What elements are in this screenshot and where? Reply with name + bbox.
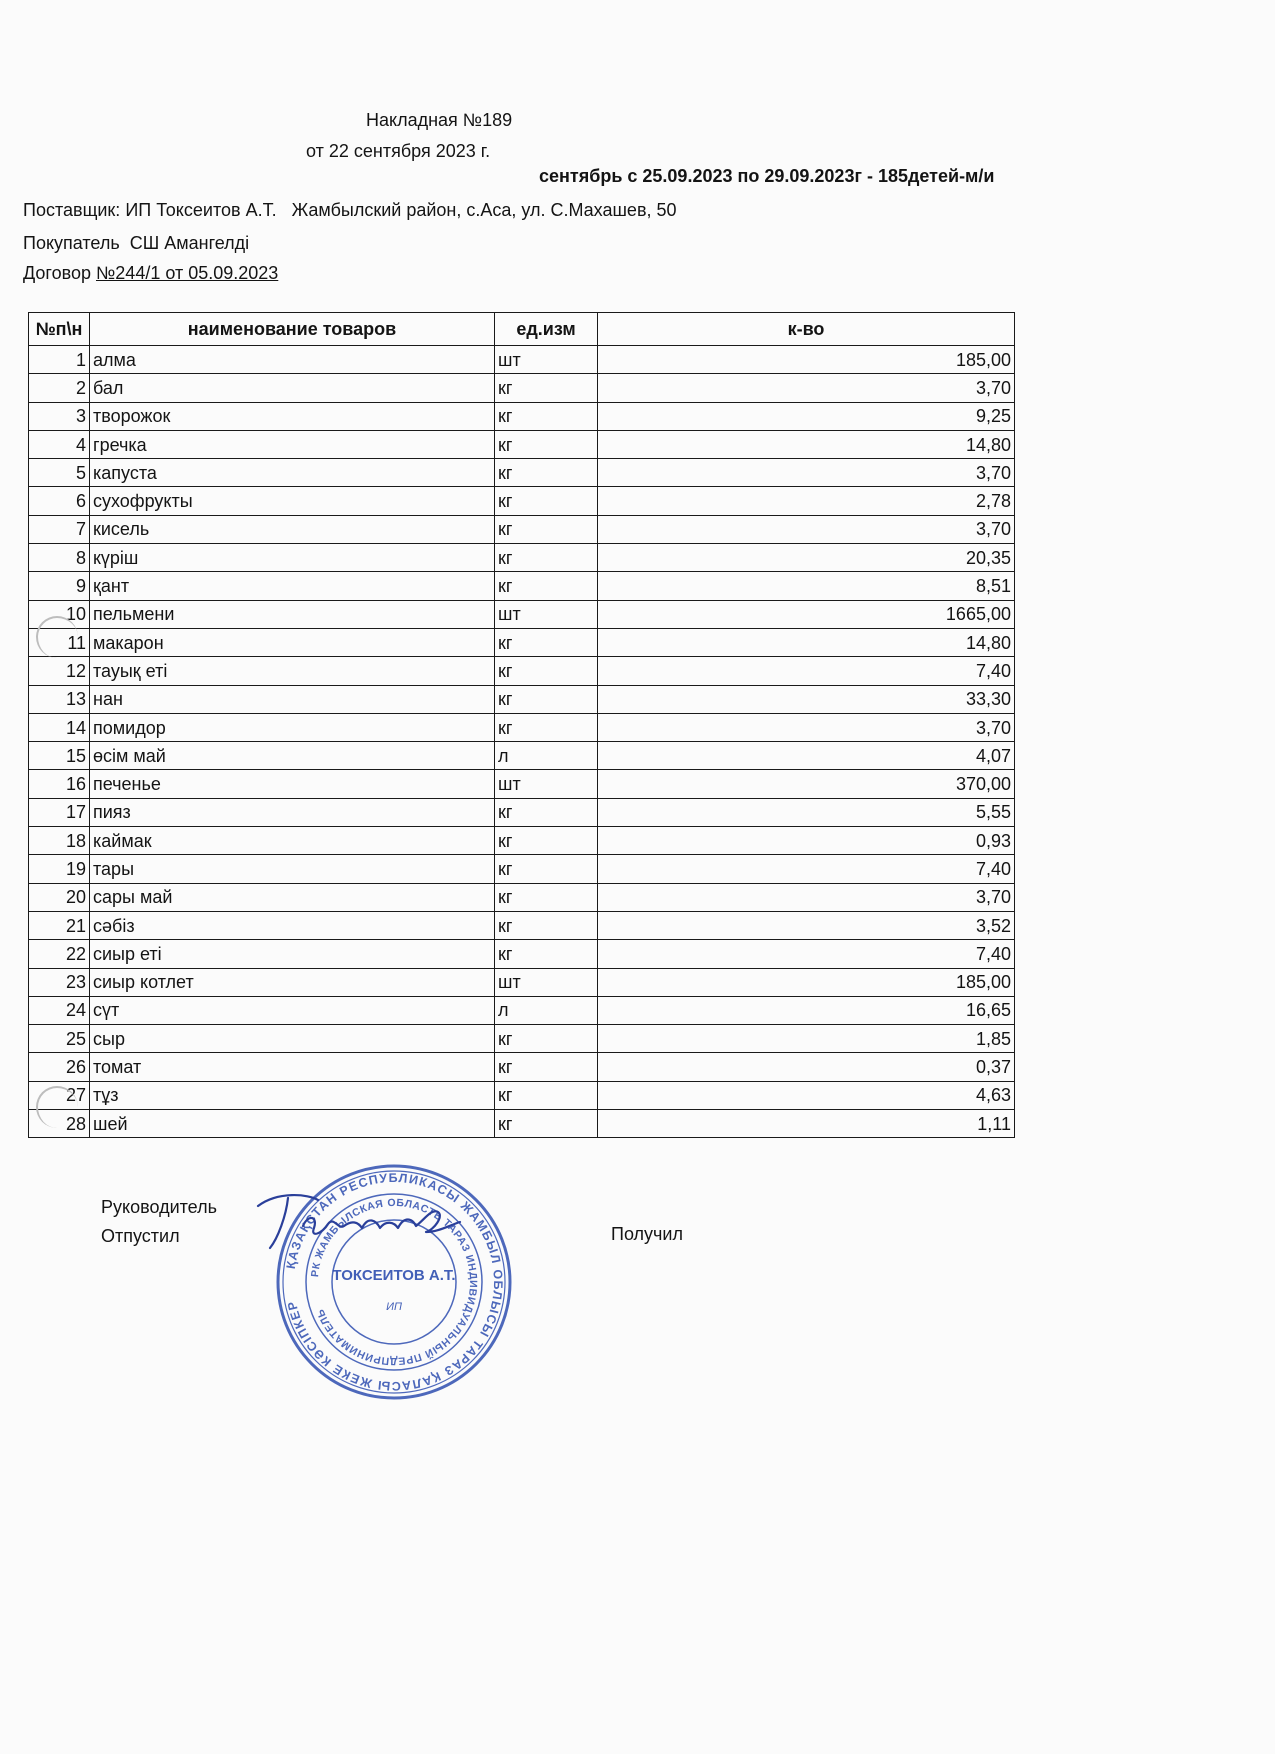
row-number: 26 <box>29 1053 90 1081</box>
item-name: қант <box>90 572 495 600</box>
item-name: тауық еті <box>90 657 495 685</box>
item-unit: кг <box>495 515 598 543</box>
item-name: нан <box>90 685 495 713</box>
row-number: 18 <box>29 827 90 855</box>
item-unit: кг <box>495 713 598 741</box>
item-name: сухофрукты <box>90 487 495 515</box>
table-row <box>29 1053 1015 1081</box>
table-row <box>29 402 1015 430</box>
item-quantity: 16,65 <box>598 996 1015 1024</box>
item-name: сары май <box>90 883 495 911</box>
invoice-period: сентябрь с 25.09.2023 по 29.09.2023г - 185детей-м/и <box>539 166 995 186</box>
row-number: 12 <box>29 657 90 685</box>
table-row <box>29 685 1015 713</box>
punch-hole-mark <box>36 616 78 658</box>
head-signature-label: Руководитель <box>101 1197 217 1217</box>
item-name: күріш <box>90 544 495 572</box>
item-name: пельмени <box>90 600 495 628</box>
item-quantity: 185,00 <box>598 968 1015 996</box>
item-name: капуста <box>90 459 495 487</box>
item-name: өсім май <box>90 742 495 770</box>
item-unit: кг <box>495 1110 598 1138</box>
item-unit: кг <box>495 1025 598 1053</box>
col-header-unit: ед.изм <box>495 313 598 346</box>
item-name: сиыр еті <box>90 940 495 968</box>
contract-line <box>23 263 278 284</box>
table-row <box>29 713 1015 741</box>
row-number: 23 <box>29 968 90 996</box>
supplier-value: ИП Токсеитов А.Т. Жамбылский район, с.Аса, ул. С.Махашев, 50 <box>125 200 677 220</box>
item-quantity: 1,85 <box>598 1025 1015 1053</box>
item-name: пияз <box>90 798 495 826</box>
item-quantity: 4,63 <box>598 1081 1015 1109</box>
item-quantity: 2,78 <box>598 487 1015 515</box>
item-unit: шт <box>495 968 598 996</box>
table-row <box>29 770 1015 798</box>
item-unit: кг <box>495 430 598 458</box>
item-unit: кг <box>495 628 598 656</box>
row-number: 11 <box>29 628 90 656</box>
stamp-type: ИП <box>386 1301 402 1313</box>
table-row <box>29 742 1015 770</box>
stamp-inner-text: РК ЖАМБЫЛСКАЯ ОБЛАСТЬ ТАРАЗ ИНДИВИДУАЛЬНЫЙ ПРЕДПРИНИМАТЕЛЬ <box>309 1196 480 1368</box>
item-name: сәбіз <box>90 911 495 939</box>
item-unit: шт <box>495 346 598 374</box>
supplier-label: Поставщик: <box>23 200 121 220</box>
buyer-value: СШ Амангелді <box>129 233 250 253</box>
item-unit: шт <box>495 770 598 798</box>
row-number: 16 <box>29 770 90 798</box>
item-quantity: 0,37 <box>598 1053 1015 1081</box>
table-row <box>29 515 1015 543</box>
row-number: 20 <box>29 883 90 911</box>
contract-label: Договор <box>23 263 91 283</box>
row-number: 28 <box>29 1110 90 1138</box>
table-row <box>29 1081 1015 1109</box>
table-row <box>29 883 1015 911</box>
row-number: 7 <box>29 515 90 543</box>
item-unit: шт <box>495 600 598 628</box>
col-header-qty: к-во <box>598 313 1015 346</box>
item-unit: кг <box>495 572 598 600</box>
supplier-line <box>23 200 677 221</box>
item-name: макарон <box>90 628 495 656</box>
table-row <box>29 374 1015 402</box>
buyer-label: Покупатель <box>23 233 120 253</box>
row-number: 25 <box>29 1025 90 1053</box>
item-name: печенье <box>90 770 495 798</box>
table-row <box>29 996 1015 1024</box>
item-name: сыр <box>90 1025 495 1053</box>
item-unit: кг <box>495 911 598 939</box>
item-quantity: 7,40 <box>598 657 1015 685</box>
table-row <box>29 798 1015 826</box>
table-row <box>29 855 1015 883</box>
item-quantity: 0,93 <box>598 827 1015 855</box>
item-name: сүт <box>90 996 495 1024</box>
row-number: 17 <box>29 798 90 826</box>
item-unit: кг <box>495 940 598 968</box>
item-quantity: 3,70 <box>598 459 1015 487</box>
item-unit: л <box>495 996 598 1024</box>
item-quantity: 370,00 <box>598 770 1015 798</box>
item-quantity: 14,80 <box>598 628 1015 656</box>
row-number: 24 <box>29 996 90 1024</box>
table-row <box>29 459 1015 487</box>
item-unit: кг <box>495 459 598 487</box>
item-unit: кг <box>495 827 598 855</box>
item-quantity: 3,70 <box>598 374 1015 402</box>
received-signature-label: Получил <box>611 1224 683 1244</box>
item-name: тары <box>90 855 495 883</box>
stamp-name: ТОКСЕИТОВ А.Т. <box>332 1267 456 1284</box>
item-name: томат <box>90 1053 495 1081</box>
row-number: 22 <box>29 940 90 968</box>
item-name: творожок <box>90 402 495 430</box>
item-name: кисель <box>90 515 495 543</box>
row-number: 10 <box>29 600 90 628</box>
item-quantity: 7,40 <box>598 940 1015 968</box>
item-unit: кг <box>495 544 598 572</box>
item-quantity: 1,11 <box>598 1110 1015 1138</box>
table-row <box>29 628 1015 656</box>
row-number: 14 <box>29 713 90 741</box>
item-unit: кг <box>495 685 598 713</box>
row-number: 8 <box>29 544 90 572</box>
row-number: 4 <box>29 430 90 458</box>
item-unit: кг <box>495 798 598 826</box>
item-name: тұз <box>90 1081 495 1109</box>
item-quantity: 3,70 <box>598 515 1015 543</box>
item-unit: л <box>495 742 598 770</box>
col-header-number: №п\н <box>29 313 90 346</box>
item-unit: кг <box>495 374 598 402</box>
item-quantity: 185,00 <box>598 346 1015 374</box>
released-signature-label: Отпустил <box>101 1226 180 1246</box>
item-quantity: 7,40 <box>598 855 1015 883</box>
item-quantity: 1665,00 <box>598 600 1015 628</box>
item-unit: кг <box>495 1081 598 1109</box>
table-row <box>29 827 1015 855</box>
item-name: сиыр котлет <box>90 968 495 996</box>
table-row <box>29 430 1015 458</box>
row-number: 5 <box>29 459 90 487</box>
row-number: 15 <box>29 742 90 770</box>
item-name: гречка <box>90 430 495 458</box>
table-header-row <box>29 313 1015 346</box>
goods-table <box>28 312 1015 1138</box>
item-name: бал <box>90 374 495 402</box>
stamp-outer-text: ҚАЗАҚСТАН РЕСПУБЛИКАСЫ ЖАМБЫЛ ОБЛЫСЫ ТАРАЗ ҚАЛАСЫ ЖЕКЕ КӘСІПКЕР <box>283 1170 506 1394</box>
table-row <box>29 487 1015 515</box>
table-row <box>29 572 1015 600</box>
row-number: 9 <box>29 572 90 600</box>
item-name: алма <box>90 346 495 374</box>
table-row <box>29 657 1015 685</box>
item-quantity: 3,52 <box>598 911 1015 939</box>
item-quantity: 5,55 <box>598 798 1015 826</box>
punch-hole-mark <box>36 1086 78 1128</box>
item-unit: кг <box>495 402 598 430</box>
row-number: 13 <box>29 685 90 713</box>
row-number: 19 <box>29 855 90 883</box>
invoice-date: от 22 сентября 2023 г. <box>306 141 491 161</box>
table-row <box>29 1110 1015 1138</box>
table-row <box>29 600 1015 628</box>
item-quantity: 3,70 <box>598 883 1015 911</box>
row-number: 27 <box>29 1081 90 1109</box>
item-quantity: 20,35 <box>598 544 1015 572</box>
col-header-name: наименование товаров <box>90 313 495 346</box>
item-quantity: 8,51 <box>598 572 1015 600</box>
item-unit: кг <box>495 1053 598 1081</box>
invoice-title: Накладная №189 <box>366 110 513 130</box>
table-row <box>29 544 1015 572</box>
contract-value: №244/1 от 05.09.2023 <box>95 263 279 283</box>
item-unit: кг <box>495 487 598 515</box>
handwritten-signature <box>248 1186 468 1256</box>
table-row <box>29 940 1015 968</box>
item-quantity: 14,80 <box>598 430 1015 458</box>
item-name: помидор <box>90 713 495 741</box>
item-quantity: 3,70 <box>598 713 1015 741</box>
buyer-line <box>23 233 249 254</box>
item-unit: кг <box>495 855 598 883</box>
row-number: 21 <box>29 911 90 939</box>
row-number: 6 <box>29 487 90 515</box>
item-quantity: 4,07 <box>598 742 1015 770</box>
table-row <box>29 1025 1015 1053</box>
table-row <box>29 346 1015 374</box>
item-unit: кг <box>495 883 598 911</box>
table-row <box>29 911 1015 939</box>
row-number: 2 <box>29 374 90 402</box>
item-quantity: 33,30 <box>598 685 1015 713</box>
row-number: 3 <box>29 402 90 430</box>
item-unit: кг <box>495 657 598 685</box>
item-name: шей <box>90 1110 495 1138</box>
item-quantity: 9,25 <box>598 402 1015 430</box>
table-row <box>29 968 1015 996</box>
item-name: каймак <box>90 827 495 855</box>
row-number: 1 <box>29 346 90 374</box>
